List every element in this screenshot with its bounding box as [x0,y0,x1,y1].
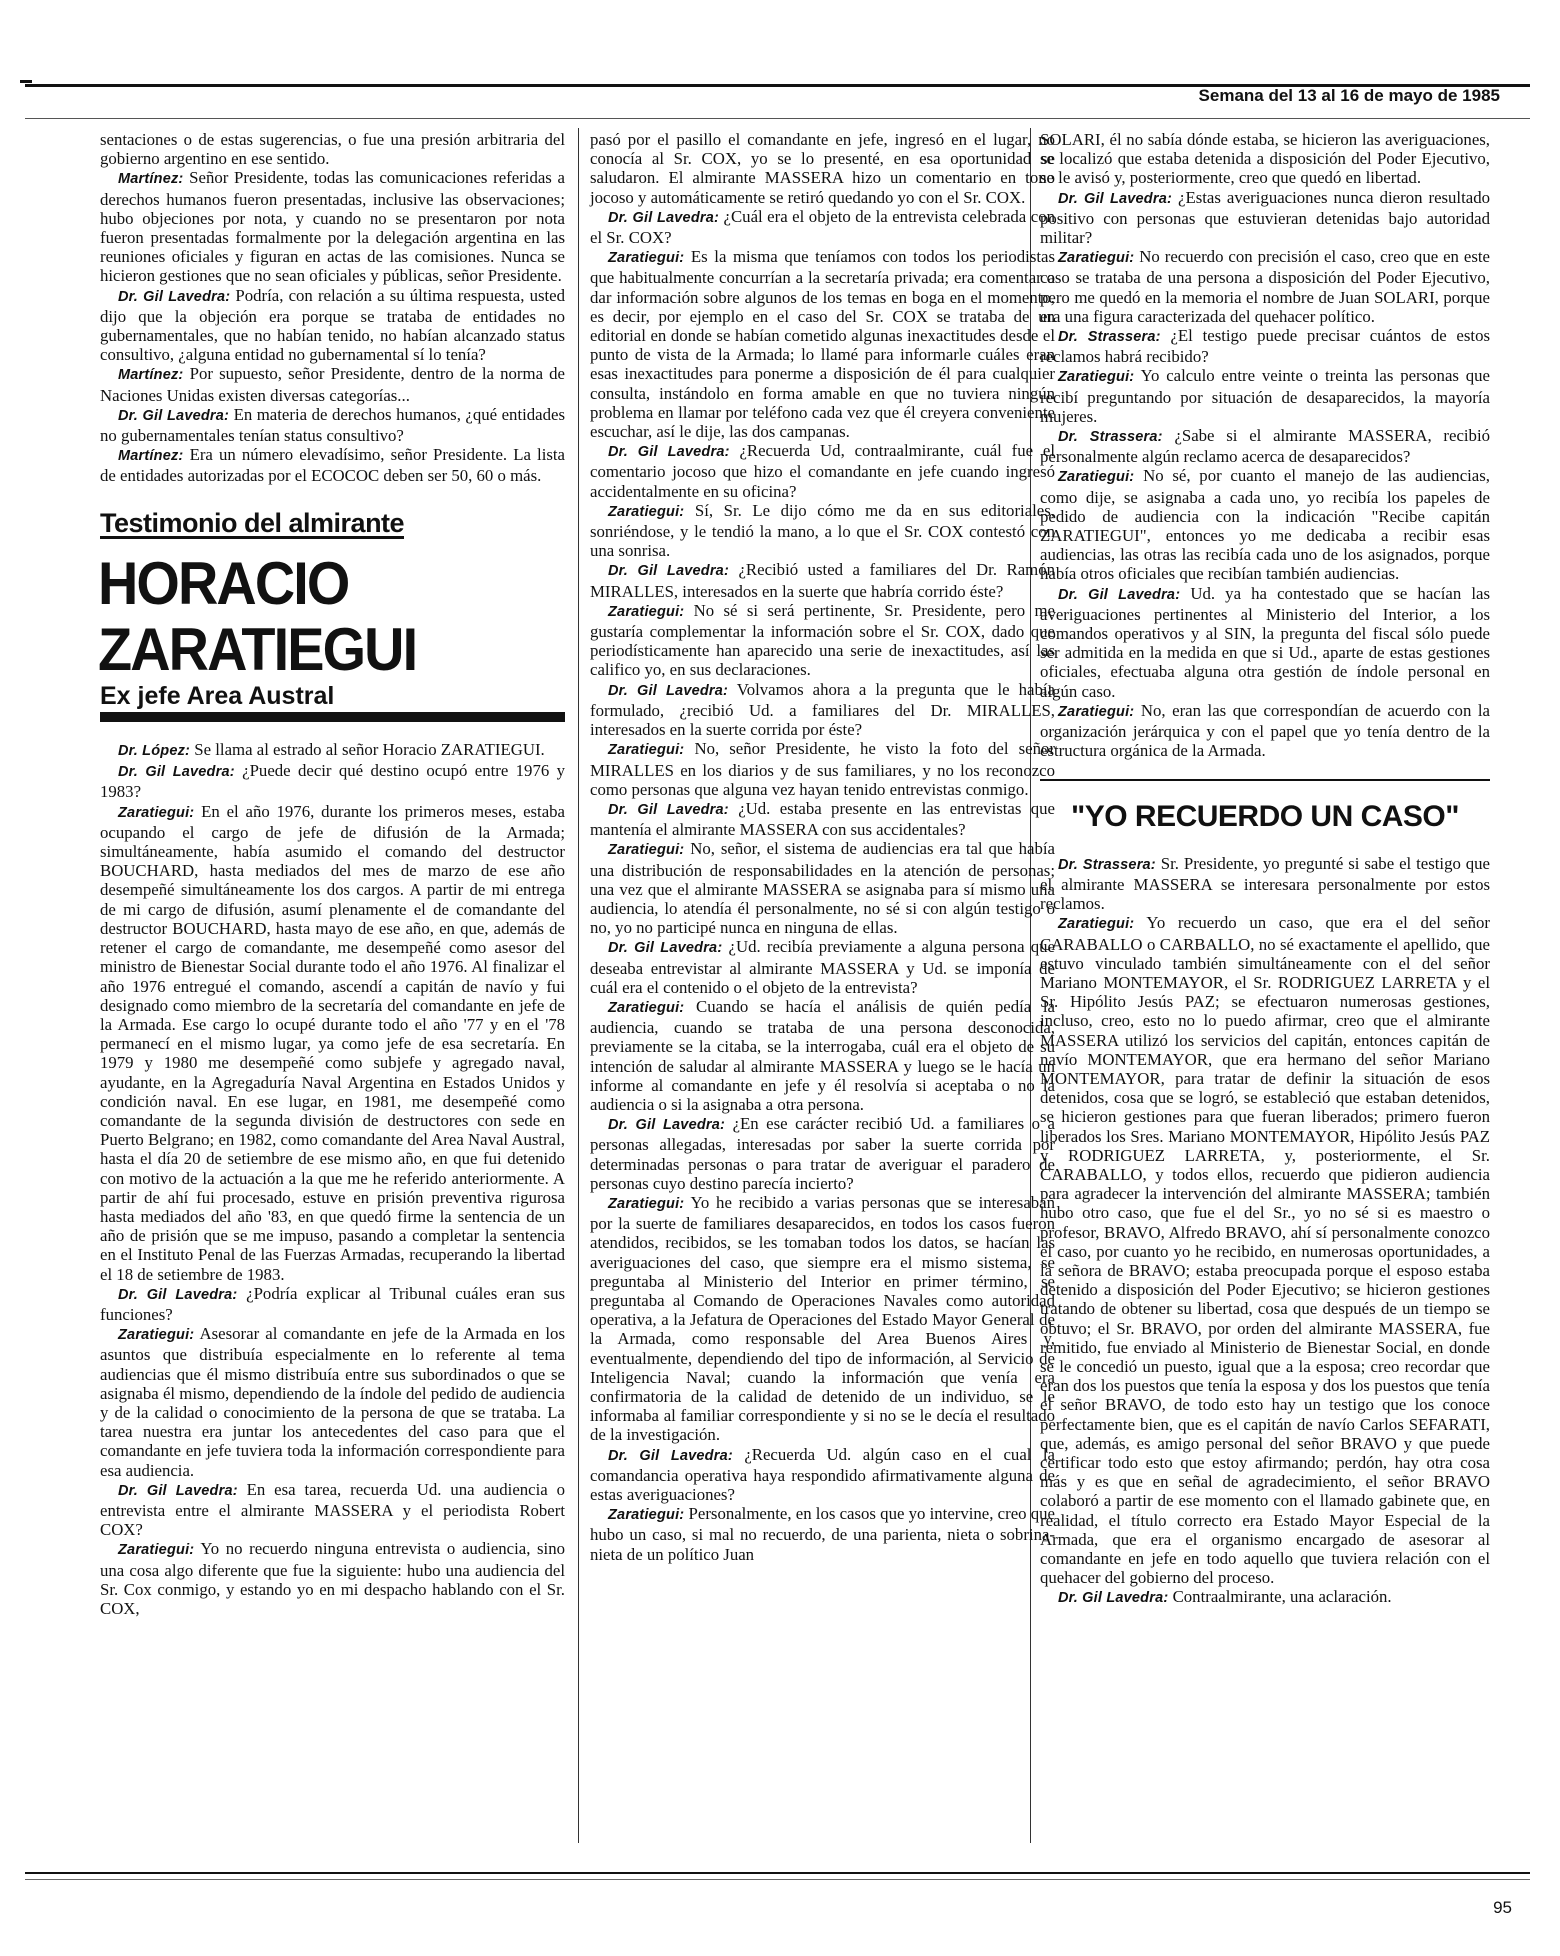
transcript-paragraph [590,1504,1055,1564]
transcript-paragraph [1040,701,1490,761]
paragraph-text: ¿Podría explicar al Tribunal cuáles eran sus funciones? [100,1283,565,1324]
transcript-paragraph [100,1480,565,1540]
transcript-paragraph [100,740,565,761]
transcript-paragraph [1040,326,1490,366]
transcript-paragraph [1040,426,1490,466]
speaker-label: Dr. Gil Lavedra: [608,682,729,699]
header-rule-thin [25,118,1530,119]
paragraph-text: En materia de derechos humanos, ¿qué entidades no gubernamentales tenían status consultivo? [100,404,565,446]
paragraph-text: SOLARI, él no sabía dónde estaba, se hicieron las averiguaciones, se localizó que estaba detenida a disposición del Poder Ejecutivo, se le avisó y, posteriormente, creo que quedó en libertad. [1040,130,1490,188]
intro-transcript [100,130,565,486]
speaker-label: Dr. Gil Lavedra: [1058,586,1181,603]
paragraph-text: ¿Estas averiguaciones nunca dieron resultado positivo con personas que estuvieran detenidas bajo autoridad militar? [1040,187,1490,248]
transcript-paragraph [590,739,1055,799]
speaker-label: Zaratiegui: [608,742,685,759]
paragraph-text: No sé, por cuanto el manejo de las audiencias, como dije, se asignaba a cada uno, yo recibía los papeles de pedido de audiencia con la indicación "Recibe capitán ZARATIEGUI", entonces yo me dedicaba a recibir esas audiencias, las otras las recibía cada uno de los asignados, porque había otros oficiales que recibían también audiencias. [1040,466,1490,584]
speaker-label: Zaratiegui: [1058,703,1135,720]
speaker-label: Dr. Gil Lavedra: [1058,1590,1169,1607]
paragraph-text: No recuerdo con precisión el caso, creo que en este caso se trataba de una persona a disposición del Poder Ejecutivo, pero me quedó en la memoria el nombre de Juan SOLARI, porque era una figura caracterizada del quehacer político. [1040,247,1490,326]
speaker-label: Dr. Gil Lavedra: [118,764,235,781]
paragraph-text: pasó por el pasillo el comandante en jefe, ingresó en el lugar, no conocía al Sr. COX, yo se lo presenté, en esa oportunidad se saludaron. El almirante MASSERA hizo un comentario en tono jocoso y automáticamente se retiró quedando yo con el Sr. COX. [590,130,1055,207]
paragraph-text: Era un número elevadísimo, señor Presidente. La lista de entidades autorizadas por el ECOCOC deben ser 50, 60 o más. [100,445,565,486]
corner-mark [20,80,32,83]
testimony-transcript [1040,130,1490,761]
paragraph-text: Se llama al estrado al señor Horacio ZARATIEGUI. [194,740,545,760]
speaker-label: Zaratiegui: [608,842,685,859]
paragraph-text: Contraalmirante, una aclaración. [1172,1587,1392,1607]
speaker-label: Dr. Gil Lavedra: [118,1482,238,1499]
speaker-label: Dr. Strassera: [1058,329,1161,346]
paragraph-text: ¿Recuerda Ud, contraalmirante, cuál fue el comentario jocoso que hizo el comandante en jefe cuando ingresó accidentalmente en su oficina? [590,441,1055,501]
transcript-paragraph [590,937,1055,997]
paragraph-text: Yo he recibido a varias personas que se interesaban por la suerte de familiares desaparecidos, en todos los casos fueron atendidos, recibidos, se les tomaban todos los datos, se hacían las averiguaciones del caso, que siempre era el mismo sistema, se preguntaba al Ministerio del Interior en primer término, se preguntaba al Comando de Operaciones Navales como autoridad operativa, a la Jefatura de Operaciones del Estado Mayor General de la Armada, como responsable del Area Buenos Aires y, eventualmente, dependiendo del tipo de información, al Servicio de Inteligencia Naval; cuando la información que venía era confirmatoria de la calidad de detenido de un individuo, se le informaba al familiar correspondiente y si no se le decía el resultado de la investigación. [590,1192,1055,1445]
box-rule [1040,779,1490,781]
footer-rule [25,1872,1530,1874]
speaker-label: Zaratiegui: [608,999,685,1016]
transcript-paragraph [590,130,1055,207]
paragraph-text: ¿Recuerda Ud. algún caso en el cual la comandancia operativa haya respondido afirmativamente alguna de estas averiguaciones? [590,1444,1055,1505]
speaker-label: Martínez: [118,448,184,465]
paragraph-text: En el año 1976, durante los primeros meses, estaba ocupando el cargo de jefe de difusión de la Armada; simultáneamente, había asumido el comando del destructor BOUCHARD, hasta mediados del mes de marzo de ese año desempeñé simultáneamente los dos cargos. A partir de mi entrega de mi cargo de difusión, asumí plenamente el de comandante del destructor BOUCHARD, hasta mayo de ese año, en que, además de retener el cargo de comandante, me desempeñé como asesor del ministro de Bienestar Social durante todo el año 1976. Al finalizar el año 1976 entregué el comando, ascendí a capitán de navío y fui designado como miembro de la secretaría del comandante en jefe de la Armada. Ese cargo lo ocupé durante todo el año '77 y en el '78 permanecí en el mismo lugar, ya como jefe de esa secretaría. En 1979 y 1980 me desempeñé como subjefe y agregado naval, ayudante, en la Agregaduría Naval Argentina en Estados Unidos y condición naval. En ese lugar, en 1981, me desempeñé como comandante de la segunda división de destructores con sede en Puerto Belgrano; en 1982, como comandante del Area Naval Austral, hasta el día 20 de setiembre de ese mismo año, en que fui detenido con motivo de la actuación a la que me he referido anteriormente. A partir de ahí fui procesado, estuve en prisión preventiva rigurosa hasta mediados del año '83, en que quedó firme la sentencia de un año de prisión que se me impuso, pasando a completar la sentencia en el Instituto Penal de las Fuerzas Armadas, recuperando la libertad el 18 de setiembre de 1983. [100,801,565,1284]
paragraph-text: ¿Recibió usted a familiares del Dr. Ramón MIRALLES, interesados en la suerte que habría corrido éste? [590,560,1055,601]
paragraph-text: Es la misma que teníamos con todos los periodistas que habitualmente concurrían a la secretaría privada; era comentar o dar información sobre algunos de los temas en boga en el momento, es decir, por ejemplo en el caso del Sr. COX se trataba de un editorial en donde se habían cometido algunas inexactitudes desde el punto de vista de la Armada; lo llamé para informarle cuáles eran esas inexactitudes para ponerme a disposición de él para cualquier consulta, instándolo en forma amable en que no tuviera ningún problema en llamar por teléfono cada vez que él creyera conveniente escuchar, así le dije, las dos campanas. [590,247,1055,442]
paragraph-text: Asesorar al comandante en jefe de la Armada en los asuntos que distribuía especialmente en lo referente al tema audiencias que él mismo distribuía entre sus subordinados o que se asignaba él mismo, dependiendo de la índole del pedido de audiencia y de la calidad o conocimiento de la persona de que se trataba. La tarea nuestra era juntar los antecedentes del caso para que el comandante en jefe tuviera toda la información correspondiente para esa audiencia. [100,1324,565,1480]
transcript-paragraph [590,1193,1055,1445]
footer-rule-thin [25,1879,1530,1880]
transcript-paragraph [590,997,1055,1114]
column-1 [100,130,565,1840]
transcript-paragraph [590,680,1055,740]
speaker-label: Zaratiegui: [608,503,685,520]
speaker-label: Dr. López: [118,743,191,760]
paragraph-text: ¿El testigo puede precisar cuántos de estos reclamos habrá recibido? [1040,326,1490,367]
column-2 [590,130,1055,1840]
speaker-label: Zaratiegui: [608,1507,685,1524]
paragraph-text: Señor Presidente, todas las comunicaciones referidas a derechos humanos fueron presentadas, inclusive las observaciones; hubo objeciones por nota, y cuando no se presentaron por nota fueron presentadas formalmente por la delegación argentina en las reuniones oficiales y figuran en actas de las comisiones. Nunca se hicieron gestiones que no sean oficiales y públicas, señor Presidente. [100,168,565,286]
transcript-paragraph [100,1284,565,1324]
testimony-transcript [100,740,565,1618]
box-headline: "YO RECUERDO UN CASO" [1071,799,1459,833]
speaker-label: Zaratiegui: [1058,369,1135,386]
paragraph-text: No, señor Presidente, he visto la foto del señor MIRALLES en los diarios y de sus familiares, y no los reconozco como personas que alguna vez hayan tenido entrevistas conmigo. [590,739,1055,799]
speaker-label: Dr. Gil Lavedra: [608,801,729,818]
issue-date: Semana del 13 al 16 de mayo de 1985 [1198,86,1500,105]
speaker-label: Dr. Gil Lavedra: [608,209,720,226]
paragraph-text: Personalmente, en los casos que yo intervine, creo que hubo un caso, si mal no recuerdo, de una parienta, nieta o sobrina-nieta de un político Juan [590,1504,1055,1564]
testimony-transcript [590,130,1055,1564]
paragraph-text: ¿Puede decir qué destino ocupó entre 1976 y 1983? [100,761,565,802]
speaker-label: Zaratiegui: [1058,469,1135,486]
speaker-label: Dr. Gil Lavedra: [608,444,730,461]
speaker-label: Dr. Gil Lavedra: [1058,190,1172,207]
column-divider [578,128,579,1843]
transcript-paragraph [100,1539,565,1618]
subhead-bar [100,712,565,722]
speaker-label: Dr. Gil Lavedra: [608,940,723,957]
transcript-paragraph [100,445,565,485]
paragraph-text: Yo no recuerdo ninguna entrevista o audiencia, sino una cosa algo diferente que fue la siguiente: hubo una audiencia del Sr. Cox conmigo, y estando yo en mi despacho hablando con el Sr. COX, [100,1539,565,1618]
paragraph-text: No sé si será pertinente, Sr. Presidente, pero me gustaría complementar la información sobre el Sr. COX, dado que periodísticamente han aparecido una serie de inexactitudes, así las califico yo, en sus declaraciones. [590,600,1055,680]
transcript-paragraph [1040,366,1490,426]
speaker-label: Martínez: [118,171,184,188]
transcript-paragraph [1040,1587,1490,1608]
section-kicker: Testimonio del almirante [100,507,405,538]
speaker-label: Dr. Strassera: [1058,856,1156,873]
transcript-paragraph [1040,913,1490,1587]
speaker-label: Zaratiegui: [118,804,195,821]
transcript-paragraph [100,286,565,365]
paragraph-text: No, eran las que correspondían de acuerdo con la organización jerárquica y con el papel que yo tenía dentro de la estructura orgánica de la Armada. [1040,700,1490,761]
paragraph-text: En esa tarea, recuerda Ud. una audiencia o entrevista entre el almirante MASSERA y el periodista Robert COX? [100,1479,566,1540]
paragraph-text: ¿Cuál era el objeto de la entrevista celebrada con el Sr. COX? [590,206,1055,248]
column-3 [1040,130,1490,1840]
paragraph-text: Cuando se hacía el análisis de quién pedía la audiencia, cuando se trataba de una persona desconocida, previamente se la citaba, se la interrogaba, cuál era el objeto de su intención de saludar al almirante MASSERA y luego se le hacía un informe al comandante en jefe y él resolvía si aceptaba o no la audiencia o si la asignaba a otra persona. [590,996,1055,1114]
box-transcript [1040,854,1490,1609]
speaker-label: Zaratiegui: [1058,250,1135,267]
speaker-label: Zaratiegui: [608,603,685,620]
paragraph-text: Podría, con relación a su última respuesta, usted dijo que la objeción era porque se trataba de entidades no gubernamentales, que no habían tenido, no habían alcanzado status consultivo, ¿alguna entidad no gubernamental sí lo tenía? [100,285,565,365]
transcript-paragraph [590,247,1055,441]
speaker-label: Dr. Gil Lavedra: [118,407,230,424]
speaker-label: Dr. Gil Lavedra: [608,1117,726,1134]
transcript-paragraph [100,364,565,404]
speaker-label: Dr. Gil Lavedra: [118,1286,238,1303]
transcript-paragraph [590,441,1055,501]
transcript-paragraph [590,1114,1055,1193]
paragraph-text: Por supuesto, señor Presidente, dentro de la norma de Naciones Unidas existen diversas categorías... [100,364,566,405]
paragraph-text: No, señor, el sistema de audiencias era tal que había una distribución de responsabilidades en la atención de personas; una vez que el almirante MASSERA se asignaba para sí mismo una audiencia, lo atendía él personalmente, no sé si con algún testigo o no, yo no participé nunca en ninguna de ellas. [590,839,1055,938]
speaker-label: Martínez: [118,367,184,384]
speaker-label: Zaratiegui: [1058,916,1135,933]
paragraph-text: ¿Ud. estaba presente en las entrevistas que mantenía el almirante MASSERA con sus accidentales? [590,798,1055,840]
paragraph-text: ¿Ud. recibía previamente a alguna persona que deseaba entrevistar al almirante MASSERA y Ud. se imponía de cuál era el contenido o el objeto de la entrevista? [590,937,1055,997]
paragraph-text: Yo calculo entre veinte o treinta las personas que recibí preguntando por situación de desaparecidos, la mayoría mujeres. [1040,366,1490,426]
transcript-paragraph [100,1324,565,1480]
transcript-paragraph [100,168,565,285]
paragraph-text: Sr. Presidente, yo pregunté si sabe el testigo que el almirante MASSERA se interesara personalmente por estos reclamos. [1040,853,1490,914]
paragraph-text: Volvamos ahora a la pregunta que le había formulado, ¿recibió Ud. a familiares del Dr. MIRALLES, interesados en la suerte corrida por éste? [590,679,1055,740]
article-headline: HORACIO ZARATIEGUI [98,549,417,683]
speaker-label: Dr. Gil Lavedra: [608,1447,733,1464]
transcript-paragraph [100,761,565,801]
paragraph-text: ¿Sabe si el almirante MASSERA, recibió personalmente algún reclamo acerca de desaparecidos? [1040,426,1490,467]
article-subhead: Ex jefe Area Austral [100,681,335,710]
transcript-paragraph [100,802,565,1284]
transcript-paragraph [1040,247,1490,326]
paragraph-text: Ud. ya ha contestado que se hacían las averiguaciones pertinentes al Ministerio del Interior, a los comandos operativos y al SIN, la pregunta del fiscal sólo puede ser admitida en la medida en que si Ud., aparte de estas gestiones oficiales, efectuaba alguna otra gestión de índole personal en algún caso. [1040,583,1490,701]
speaker-label: Zaratiegui: [608,250,685,267]
transcript-paragraph [1040,466,1490,583]
transcript-paragraph [590,501,1055,561]
speaker-label: Zaratiegui: [608,1195,685,1212]
speaker-label: Dr. Gil Lavedra: [608,563,729,580]
paragraph-text: Yo recuerdo un caso, que era el del señor CARABALLO o CARBALLO, no sé exactamente el apellido, que estuvo vinculado también simultáneamente con el del señor Mariano MONTEMAYOR, el Sr. RODRIGUEZ LARRETA y el Sr. Hipólito Jesús PAZ; se efectuaron numerosas gestiones, incluso, creo, esto no lo puedo afirmar, creo que el almirante MASSERA utilizó los servicios del capitán, entonces capitán de navío MONTEMAYOR, que era hermano del señor Mariano MONTEMAYOR, para tratar de definir la situación de esos detenidos, cosa que se logró, se estableció que estaban detenidos, se hicieron gestiones para que fueran liberados; primero fueron liberados los Sres. Mariano MONTEMAYOR, Hipólito Jesús PAZ y RODRIGUEZ LARRETA, y, posteriormente, el Sr. CARABALLO, y todos ellos, recuerdo que pidieron audiencia para agradecer la intervención del almirante MASSERA; también hubo otro caso, que fue el del Sr., yo no sé si es maestro o profesor, BRAVO, Alfredo BRAVO, ahí sí personalmente conozco el caso, por cuanto yo he recibido, en numerosas oportunidades, a la señora de BRAVO; estaba preocupada porque el esposo estaba detenido a disposición del Poder Ejecutivo; se hicieron gestiones tratando de obtener su libertad, cosa que después de un tiempo se obtuvo; el Sr. BRAVO, por orden del almirante MASSERA, fue remitido, fue enviado al Ministerio de Bienestar Social, en donde se le concedió un puesto, igual que a la esposa; creo recordar que eran dos los puestos que tenía la esposa y dos los puestos que tenía el señor BRAVO, de todo esto hay un testigo que los conoce perfectamente bien, que es el capitán de navío Carlos SEFARATI, que, además, es amigo personal del señor BRAVO y que puede certificar todo esto que estoy afirmando; perdón, hay otra cosa más y es que en señal de agradecimiento, el señor BRAVO colaboró a partir de ese momento con el llamado gabinete que, en realidad, el título correcto era Estado Mayor Especial de la Armada, que era el organismo encargado de asesorar al comandante en jefe en todo aquello que tuviera relación con el quehacer del gobierno del proceso. [1040,913,1490,1588]
page-number: 95 [1493,1898,1512,1917]
transcript-paragraph [590,839,1055,937]
transcript-paragraph [590,1445,1055,1505]
speaker-label: Dr. Strassera: [1058,429,1163,446]
transcript-paragraph [1040,130,1490,188]
transcript-paragraph [100,130,565,168]
transcript-paragraph [590,601,1055,680]
transcript-paragraph [1040,854,1490,914]
transcript-paragraph [100,405,565,445]
transcript-paragraph [590,207,1055,247]
speaker-label: Zaratiegui: [118,1327,195,1344]
transcript-paragraph [1040,188,1490,248]
transcript-paragraph [590,799,1055,839]
paragraph-text: sentaciones o de estas sugerencias, o fue una presión arbitraria del gobierno argentino en ese sentido. [100,130,565,169]
paragraph-text: Sí, Sr. Le dijo cómo me da en sus editoriales, sonriéndose, y le tendió la mano, a lo que el Sr. COX contestó con una sonrisa. [590,500,1055,561]
speaker-label: Zaratiegui: [118,1542,195,1559]
speaker-label: Dr. Gil Lavedra: [118,288,231,305]
paragraph-text: ¿En ese carácter recibió Ud. a familiares o a personas allegadas, interesadas por saber la suerte corrida por determinadas personas o para tratar de averiguar el paradero de personas cuyo destino parecía incierto? [590,1114,1055,1193]
transcript-paragraph [590,560,1055,600]
transcript-paragraph [1040,584,1490,701]
